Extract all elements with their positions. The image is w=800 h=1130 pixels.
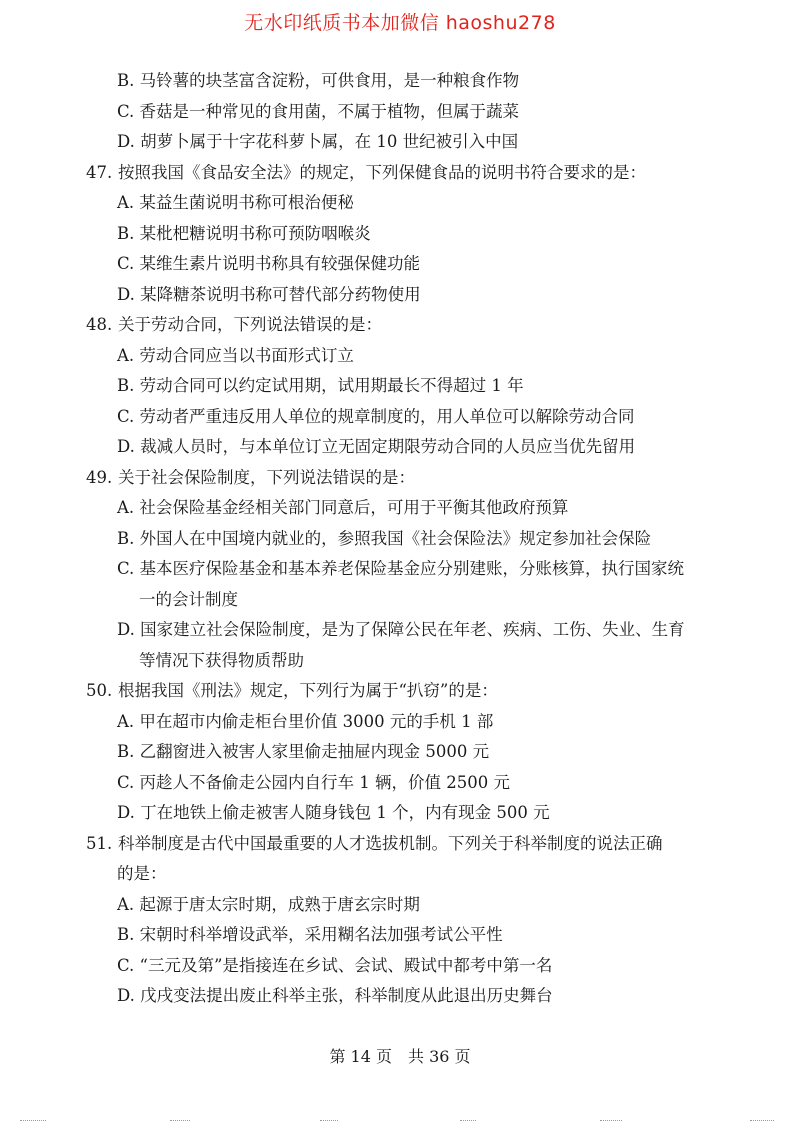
answer-option: B. 劳动合同可以约定试用期，试用期最长不得超过 1 年	[117, 376, 524, 395]
answer-option: A. 社会保险基金经相关部门同意后，可用于平衡其他政府预算	[117, 498, 569, 517]
question-content	[0, 66, 800, 1012]
question-text: 按照我国《食品安全法》的规定，下列保健食品的说明书符合要求的是：	[118, 162, 646, 182]
question-text: 关于社会保险制度，下列说法错误的是：	[118, 467, 415, 487]
question-number: 47.	[86, 162, 113, 182]
answer-option-continuation: 等情况下获得物质帮助	[139, 650, 304, 670]
answer-option: B. 马铃薯的块茎富含淀粉，可供食用，是一种粮食作物	[117, 71, 520, 90]
answer-option: A. 某益生菌说明书称可根治便秘	[117, 193, 354, 212]
answer-option: C. 基本医疗保险基金和基本养老保险基金应分别建账，分账核算，执行国家统	[117, 559, 685, 578]
answer-option-continuation: 一的会计制度	[139, 589, 238, 609]
answer-option: D. 戊戌变法提出废止科举主张，科举制度从此退出历史舞台	[117, 986, 553, 1005]
answer-option: D. 裁减人员时，与本单位订立无固定期限劳动合同的人员应当优先留用	[117, 437, 636, 456]
answer-option: C. 丙趁人不备偷走公园内自行车 1 辆，价值 2500 元	[117, 772, 510, 792]
answer-option: A. 起源于唐太宗时期，成熟于唐玄宗时期	[117, 894, 420, 914]
answer-option: B. 宋朝时科举增设武举，采用糊名法加强考试公平性	[117, 925, 503, 944]
question-number: 48.	[86, 315, 113, 334]
answer-option: B. 外国人在中国境内就业的，参照我国《社会保险法》规定参加社会保险	[117, 528, 652, 548]
question-text: 根据我国《刑法》规定，下列行为属于“扒窃”的是：	[118, 681, 498, 700]
answer-option: D. 国家建立社会保险制度，是为了保障公民在年老、疾病、工伤、失业、生育	[117, 620, 685, 639]
question-text-continuation: 的是：	[117, 864, 167, 883]
answer-option: C. “三元及第”是指接连在乡试、会试、殿试中都考中第一名	[117, 955, 553, 975]
scan-artifact-dots	[20, 1120, 780, 1124]
answer-option: D. 胡萝卜属于十字花科萝卜属，在 10 世纪被引入中国	[117, 132, 519, 151]
question-text: 科举制度是古代中国最重要的人才选拔机制。下列关于科举制度的说法正确	[118, 833, 663, 853]
answer-option: B. 乙翻窗进入被害人家里偷走抽屉内现金 5000 元	[117, 742, 490, 761]
answer-option: D. 某降糖茶说明书称可替代部分药物使用	[117, 284, 421, 304]
answer-option: C. 劳动者严重违反用人单位的规章制度的，用人单位可以解除劳动合同	[117, 406, 635, 426]
question-stem	[0, 463, 800, 494]
watermark-text: 无水印纸质书本加微信 haoshu278	[244, 12, 556, 34]
answer-option: A. 劳动合同应当以书面形式订立	[117, 345, 354, 365]
answer-option: D. 丁在地铁上偷走被害人随身钱包 1 个，内有现金 500 元	[117, 803, 550, 822]
answer-option: B. 某枇杷糖说明书称可预防咽喉炎	[117, 223, 371, 243]
question-stem	[0, 310, 800, 341]
answer-option: C. 香菇是一种常见的食用菌，不属于植物，但属于蔬菜	[117, 101, 520, 121]
question-stem	[0, 158, 800, 189]
question-stem	[0, 829, 800, 860]
page-footer: 第 14 页 共 36 页	[329, 1047, 471, 1066]
answer-option: A. 甲在超市内偷走柜台里价值 3000 元的手机 1 部	[117, 711, 494, 731]
question-text: 关于劳动合同，下列说法错误的是：	[118, 315, 382, 334]
question-number: 50.	[86, 681, 113, 700]
question-stem	[0, 676, 800, 707]
question-number: 51.	[86, 833, 113, 853]
question-number: 49.	[86, 467, 113, 487]
answer-option: C. 某维生素片说明书称具有较强保健功能	[117, 254, 421, 273]
